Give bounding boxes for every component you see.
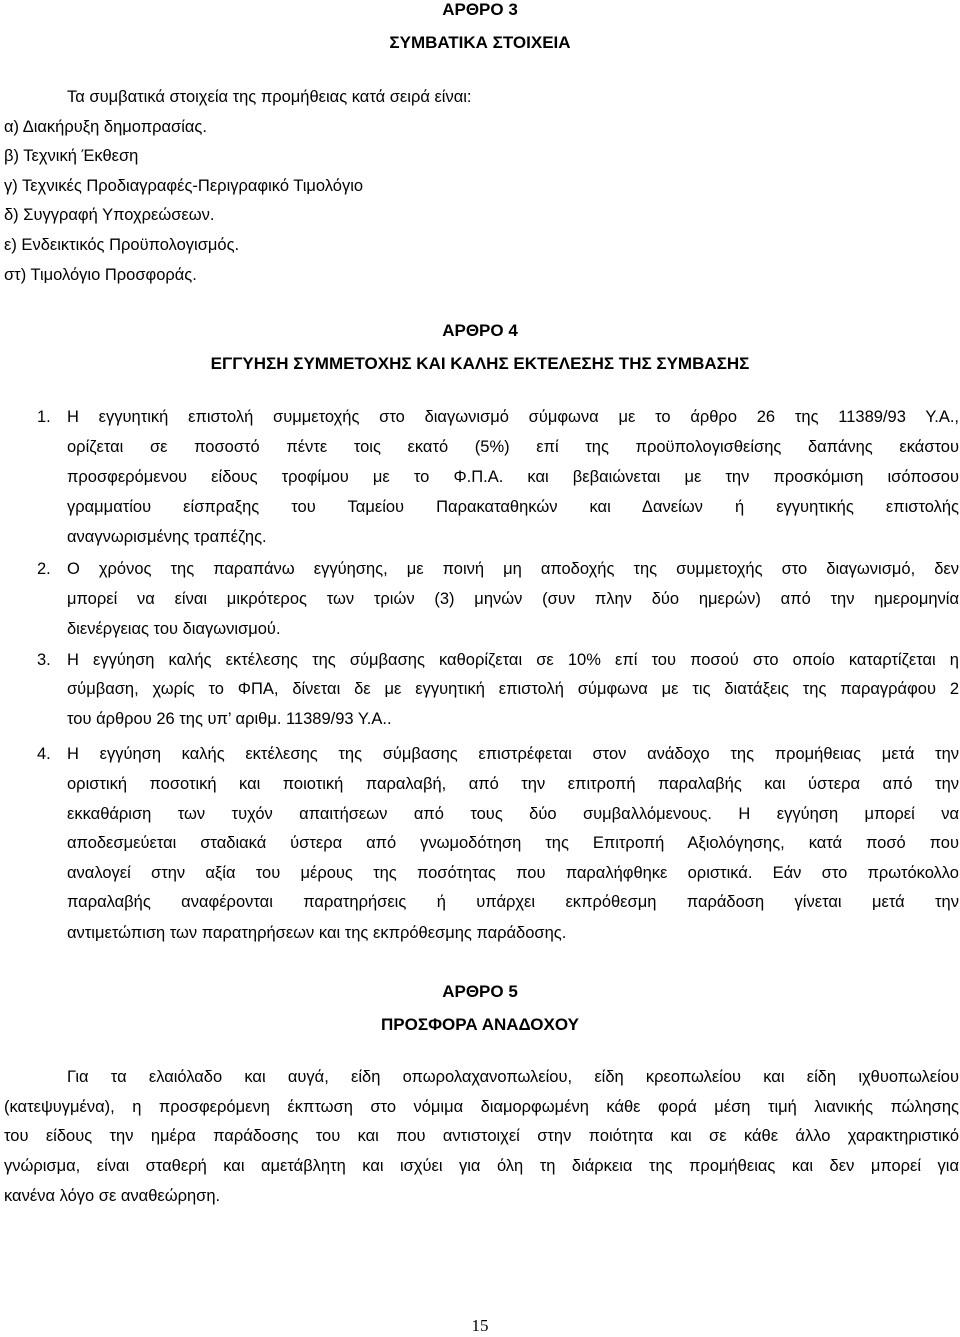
paragraph-3-line: του άρθρου 26 της υπ’ αριθμ. 11389/93 Υ.Α.. [67,710,392,728]
paragraph-3-number: 3. [37,651,51,669]
list-item: ε) Ενδεικτικός Προϋπολογισμός. [4,236,240,254]
article-5-line: (κατεψυγμένα), η προσφερόμενη έκπτωση στο νόμιμα διαμορφωμένη κάθε φορά μέση τιμή λιανικής πώλησης [4,1098,959,1116]
article-3-title: ΑΡΘΡΟ 3 [442,0,518,19]
paragraph-4-line: αναλογεί στην αξία του μέρους της ποσότητας που παραλήφθηκε οριστικά. Εάν στο πρωτόκολλο [67,864,959,882]
paragraph-4-line: παραλαβής αναφέρονται παρατηρήσεις ή υπάρχει εκπρόθεσμη παράδοση γίνεται μετά την [67,893,959,911]
paragraph-3-line: Η εγγύηση καλής εκτέλεσης της σύμβασης καθορίζεται σε 10% επί του ποσού στο οποίο καταρτίζεται η [67,651,959,669]
paragraph-1-line: Η εγγυητική επιστολή συμμετοχής στο διαγωνισμό σύμφωνα με το άρθρο 26 της 11389/93 Υ.Α., [67,408,959,426]
paragraph-4-line: εκκαθάριση των τυχόν απαιτήσεων από τους δύο συμβαλλόμενους. Η εγγύηση μπορεί να [67,805,959,823]
list-item: α) Διακήρυξη δημοπρασίας. [4,118,207,136]
article-5-line: Για τα ελαιόλαδο και αυγά, είδη οπωρολαχανοπωλείου, είδη κρεοπωλείου και είδη ιχθυοπωλείου [67,1068,959,1086]
paragraph-2-line: διενέργειας του διαγωνισμού. [67,620,281,638]
paragraph-3-line: σύμβαση, χωρίς το ΦΠΑ, δίνεται δε με εγγυητική επιστολή σύμφωνα με τις διατάξεις της παραγράφου 2 [67,680,959,698]
paragraph-2-line: Ο χρόνος της παραπάνω εγγύησης, με ποινή μη αποδοχής της συμμετοχής στο διαγωνισμό, δεν [67,560,959,578]
paragraph-2-number: 2. [37,560,51,578]
page-number: 15 [471,1316,489,1335]
list-item: β) Τεχνική Έκθεση [4,147,139,165]
paragraph-1-number: 1. [37,408,51,426]
list-item: δ) Συγγραφή Υποχρεώσεων. [4,206,215,224]
list-item: γ) Τεχνικές Προδιαγραφές-Περιγραφικό Τιμολόγιο [4,177,364,195]
paragraph-4-line: αντιμετώπιση των παρατηρήσεων και της εκπρόθεσμης παράδοσης. [67,924,567,942]
article-5-title: ΑΡΘΡΟ 5 [442,982,518,1001]
paragraph-1-line: ορίζεται σε ποσοστό πέντε τοις εκατό (5%) επί της προϋπολογισθείσης δαπάνης εκάστου [67,438,959,456]
article-5-subtitle: ΠΡΟΣΦΟΡΑ ΑΝΑΔΟΧΟΥ [381,1015,579,1034]
list-item: στ) Τιμολόγιο Προσφοράς. [4,266,197,284]
article-4-title: ΑΡΘΡΟ 4 [442,321,518,340]
paragraph-1-line: γραμματίου είσπραξης του Ταμείου Παρακαταθηκών και Δανείων ή εγγυητικής επιστολής [67,498,959,516]
paragraph-4-line: αποδεσμεύεται σταδιακά ύστερα από γνωμοδότηση της Επιτροπή Αξιολόγησης, κατά ποσό που [67,834,959,852]
paragraph-4-line: οριστική ποσοτική και ποιοτική παραλαβή, από την επιτροπή παραλαβής και ύστερα από την [67,775,959,793]
paragraph-4-number: 4. [37,745,51,763]
article-4-subtitle: ΕΓΓΥΗΣΗ ΣΥΜΜΕΤΟΧΗΣ ΚΑΙ ΚΑΛΗΣ ΕΚΤΕΛΕΣΗΣ ΤΗΣ ΣΥΜΒΑΣΗΣ [210,354,750,373]
article-3-intro: Τα συμβατικά στοιχεία της προμήθειας κατά σειρά είναι: [67,88,472,106]
paragraph-4-line: Η εγγύηση καλής εκτέλεσης της σύμβασης επιστρέφεται στον ανάδοχο της προμήθειας μετά την [67,745,959,763]
article-5-line: γνώρισμα, είναι σταθερή και αμετάβλητη και ισχύει για όλη τη διάρκεια της προμήθειας και δεν μπορεί για [4,1157,959,1175]
paragraph-1-line: προσφερόμενου είδους τροφίμου με το Φ.Π.Α. και βεβαιώνεται με την προσκόμιση ισόποσου [67,468,959,486]
article-5-line: του είδους την ημέρα παράδοσης του και που αντιστοιχεί στην ποιότητα και σε κάθε άλλο χαρακτηριστικό [4,1127,959,1145]
paragraph-2-line: μπορεί να είναι μικρότερος των τριών (3) μηνών (συν πλην δύο ημερών) από την ημερομηνία [67,590,959,608]
paragraph-1-line: αναγνωρισμένης τραπέζης. [67,528,267,546]
article-5-line: κανένα λόγο σε αναθεώρηση. [4,1187,221,1205]
article-3-subtitle: ΣΥΜΒΑΤΙΚΑ ΣΤΟΙΧΕΙΑ [389,33,571,52]
